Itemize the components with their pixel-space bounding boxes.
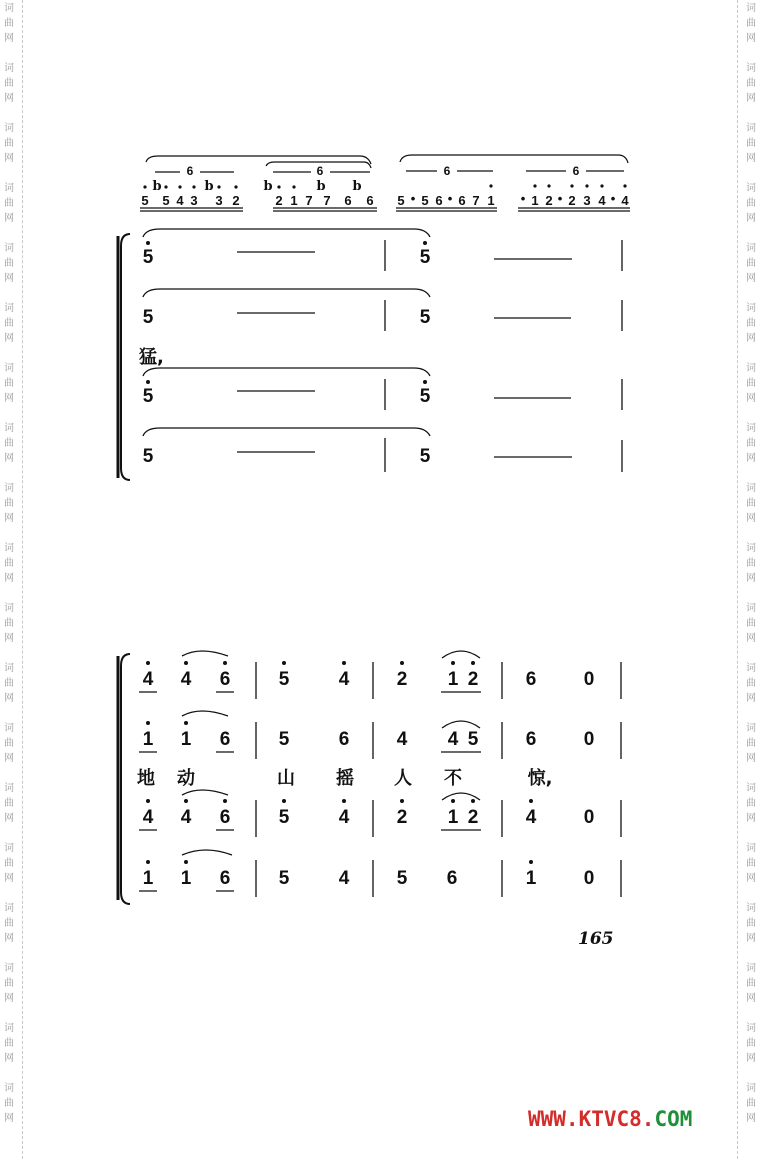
- note: 6: [366, 193, 374, 208]
- watermark-char: 曲: [4, 438, 14, 449]
- watermark-char: 曲: [4, 258, 14, 269]
- watermark-char: 词: [746, 63, 756, 74]
- watermark-char: 曲: [746, 498, 756, 509]
- watermark-char: 网: [746, 753, 756, 764]
- watermark-char: 网: [4, 93, 14, 104]
- watermark-char: 曲: [746, 918, 756, 929]
- watermark-char: 网: [746, 513, 756, 524]
- watermark-char: 词: [4, 843, 14, 854]
- note: 7: [472, 193, 480, 208]
- note: 2: [568, 193, 576, 208]
- watermark-char: 曲: [4, 498, 14, 509]
- flat-sign: b: [204, 179, 214, 194]
- watermark-char: 词: [4, 183, 14, 194]
- note: 0: [583, 729, 595, 750]
- watermark-char: 词: [4, 963, 14, 974]
- watermark-char: 曲: [4, 618, 14, 629]
- note: 5: [162, 193, 170, 208]
- flat-sign: b: [316, 179, 326, 194]
- watermark-char: 曲: [746, 558, 756, 569]
- note: 6: [338, 729, 350, 750]
- watermark-char: 词: [4, 723, 14, 734]
- note: 6: [344, 193, 352, 208]
- watermark-char: 词: [4, 303, 14, 314]
- watermark-tail: COM: [654, 1107, 693, 1131]
- tuplet-label: 6: [441, 165, 454, 177]
- watermark-char: 网: [746, 393, 756, 404]
- watermark-char: 曲: [4, 978, 14, 989]
- note: 4: [338, 868, 350, 889]
- watermark-char: 网: [4, 513, 14, 524]
- watermark-char: 曲: [4, 918, 14, 929]
- note: 5: [396, 868, 408, 889]
- flat-sign: b: [352, 179, 362, 194]
- watermark-char: 网: [746, 93, 756, 104]
- note: 4: [142, 807, 154, 828]
- note: 1: [447, 807, 459, 828]
- watermark-char: 词: [746, 303, 756, 314]
- watermark-char: 网: [746, 633, 756, 644]
- watermark-char: 词: [4, 543, 14, 554]
- note: 7: [323, 193, 331, 208]
- site-watermark: [528, 1107, 692, 1131]
- watermark-char: 曲: [4, 138, 14, 149]
- watermark-char: 词: [746, 1023, 756, 1034]
- watermark-char: 词: [746, 723, 756, 734]
- lyric-text: 猛,: [139, 347, 164, 368]
- note: 2: [467, 807, 479, 828]
- watermark-char: 曲: [746, 378, 756, 389]
- note: 4: [338, 669, 350, 690]
- watermark-char: 网: [4, 993, 14, 1004]
- dot: •: [447, 191, 453, 206]
- lyric-char: 山: [277, 768, 295, 789]
- watermark-char: 网: [4, 273, 14, 284]
- watermark-char: 网: [746, 1113, 756, 1124]
- note: 1: [531, 193, 539, 208]
- lyric-char: 地: [137, 768, 155, 789]
- note: 5: [278, 868, 290, 889]
- watermark-char: 词: [4, 63, 14, 74]
- watermark-char: 词: [746, 423, 756, 434]
- dot: •: [557, 191, 563, 206]
- note: 3: [190, 193, 198, 208]
- note: 5: [278, 729, 290, 750]
- note: 1: [180, 868, 192, 889]
- watermark-char: 词: [746, 183, 756, 194]
- watermark-char: 曲: [4, 678, 14, 689]
- watermark-char: 词: [746, 123, 756, 134]
- watermark-char: 词: [4, 483, 14, 494]
- note: 2: [467, 669, 479, 690]
- watermark-char: 网: [4, 573, 14, 584]
- note: 7: [305, 193, 313, 208]
- watermark-char: 曲: [746, 318, 756, 329]
- tuplet-label: 6: [184, 165, 197, 177]
- watermark-char: 曲: [746, 858, 756, 869]
- watermark-char: 曲: [746, 1098, 756, 1109]
- watermark-char: 网: [4, 753, 14, 764]
- note: 6: [458, 193, 466, 208]
- note: 1: [142, 868, 154, 889]
- watermark-char: 词: [746, 783, 756, 794]
- watermark-char: 词: [746, 963, 756, 974]
- dot: •: [410, 191, 416, 206]
- note: 4: [447, 729, 459, 750]
- watermark-char: 网: [746, 933, 756, 944]
- note: 5: [419, 446, 431, 467]
- note: 1: [142, 729, 154, 750]
- note: 5: [141, 193, 149, 208]
- note: 1: [525, 868, 537, 889]
- note: 5: [419, 247, 431, 268]
- dot: •: [610, 191, 616, 206]
- watermark-char: 曲: [746, 18, 756, 29]
- watermark-char: 网: [746, 273, 756, 284]
- note: 4: [621, 193, 629, 208]
- watermark-char: 网: [4, 693, 14, 704]
- note: 0: [583, 669, 595, 690]
- note: 5: [421, 193, 429, 208]
- watermark-char: 网: [4, 333, 14, 344]
- tuplet-label: 6: [314, 165, 327, 177]
- note: 6: [525, 729, 537, 750]
- watermark-char: 网: [746, 33, 756, 44]
- watermark-char: 曲: [4, 198, 14, 209]
- watermark-char: 曲: [746, 258, 756, 269]
- note: 6: [219, 807, 231, 828]
- lyric-char: 动: [177, 768, 195, 789]
- watermark-char: 网: [4, 453, 14, 464]
- flat-sign: b: [263, 179, 273, 194]
- note: 5: [278, 807, 290, 828]
- note: 3: [583, 193, 591, 208]
- note: 6: [219, 669, 231, 690]
- watermark-char: 网: [4, 873, 14, 884]
- note: 4: [176, 193, 184, 208]
- watermark-char: 网: [746, 873, 756, 884]
- note: 4: [180, 669, 192, 690]
- watermark-char: 词: [746, 843, 756, 854]
- page-number: 165: [578, 929, 614, 949]
- watermark-char: 曲: [746, 678, 756, 689]
- watermark-char: 曲: [4, 1038, 14, 1049]
- watermark-char: 曲: [4, 18, 14, 29]
- note: 2: [232, 193, 240, 208]
- watermark-char: 网: [4, 813, 14, 824]
- note: 6: [435, 193, 443, 208]
- watermark-char: 曲: [746, 78, 756, 89]
- lyric-char: 惊,: [527, 768, 553, 789]
- watermark-char: 网: [746, 453, 756, 464]
- note: 4: [598, 193, 606, 208]
- watermark-char: 曲: [4, 858, 14, 869]
- watermark-char: 词: [4, 1023, 14, 1034]
- watermark-char: 网: [4, 1113, 14, 1124]
- watermark-char: 网: [4, 153, 14, 164]
- watermark-char: 曲: [4, 378, 14, 389]
- note: 4: [142, 669, 154, 690]
- watermark-char: 曲: [4, 558, 14, 569]
- watermark-char: 网: [746, 153, 756, 164]
- note: 5: [142, 247, 154, 268]
- watermark-char: 词: [746, 243, 756, 254]
- watermark-char: 词: [746, 363, 756, 374]
- watermark-char: 网: [746, 333, 756, 344]
- note: 4: [180, 807, 192, 828]
- lyric-char: 不: [444, 768, 462, 789]
- watermark-char: 词: [4, 903, 14, 914]
- watermark-char: 曲: [746, 738, 756, 749]
- watermark-char: 词: [746, 603, 756, 614]
- note: 5: [142, 446, 154, 467]
- note: 3: [215, 193, 223, 208]
- watermark-char: 词: [4, 423, 14, 434]
- watermark-char: 词: [746, 663, 756, 674]
- note: 6: [219, 729, 231, 750]
- watermark-char: 词: [746, 3, 756, 14]
- watermark-char: 词: [746, 903, 756, 914]
- note: 4: [338, 807, 350, 828]
- watermark-char: 曲: [746, 138, 756, 149]
- lyric-char: 摇: [336, 768, 354, 789]
- watermark-char: 网: [4, 933, 14, 944]
- watermark-char: 曲: [4, 1098, 14, 1109]
- watermark-char: 词: [4, 603, 14, 614]
- tuplet-label: 6: [570, 165, 583, 177]
- note: 5: [419, 386, 431, 407]
- watermark-char: 网: [4, 393, 14, 404]
- note: 0: [583, 868, 595, 889]
- watermark-char: 曲: [746, 798, 756, 809]
- note: 6: [446, 868, 458, 889]
- watermark-char: 网: [746, 993, 756, 1004]
- watermark-main: WWW.KTVC8.: [528, 1107, 655, 1131]
- flat-sign: b: [152, 179, 162, 194]
- watermark-char: 网: [746, 693, 756, 704]
- watermark-char: 词: [4, 1083, 14, 1094]
- note: 5: [142, 307, 154, 328]
- watermark-char: 网: [4, 1053, 14, 1064]
- watermark-char: 词: [746, 543, 756, 554]
- note: 5: [419, 307, 431, 328]
- note: 1: [447, 669, 459, 690]
- note: 2: [275, 193, 283, 208]
- watermark-char: 网: [746, 213, 756, 224]
- note: 4: [525, 807, 537, 828]
- watermark-char: 网: [746, 813, 756, 824]
- watermark-char: 词: [746, 483, 756, 494]
- note: 5: [142, 386, 154, 407]
- note: 5: [397, 193, 405, 208]
- note: 5: [278, 669, 290, 690]
- watermark-char: 词: [4, 663, 14, 674]
- note: 4: [396, 729, 408, 750]
- note: 5: [467, 729, 479, 750]
- note: 2: [545, 193, 553, 208]
- watermark-char: 词: [4, 363, 14, 374]
- note: 1: [290, 193, 298, 208]
- note: 6: [219, 868, 231, 889]
- watermark-char: 网: [746, 573, 756, 584]
- watermark-char: 词: [4, 123, 14, 134]
- watermark-char: 词: [746, 1083, 756, 1094]
- watermark-char: 曲: [746, 438, 756, 449]
- lyric-char: 人: [394, 768, 412, 789]
- note: 0: [583, 807, 595, 828]
- note: 6: [525, 669, 537, 690]
- watermark-char: 网: [4, 633, 14, 644]
- note: 2: [396, 807, 408, 828]
- note: 2: [396, 669, 408, 690]
- watermark-char: 网: [746, 1053, 756, 1064]
- watermark-char: 网: [4, 213, 14, 224]
- note: 1: [487, 193, 495, 208]
- watermark-char: 曲: [746, 978, 756, 989]
- watermark-char: 曲: [746, 198, 756, 209]
- watermark-char: 词: [4, 783, 14, 794]
- watermark-char: 曲: [746, 618, 756, 629]
- watermark-char: 曲: [4, 318, 14, 329]
- watermark-char: 曲: [4, 798, 14, 809]
- dot: •: [520, 191, 526, 206]
- watermark-char: 网: [4, 33, 14, 44]
- watermark-char: 曲: [4, 738, 14, 749]
- watermark-char: 曲: [4, 78, 14, 89]
- watermark-char: 词: [4, 3, 14, 14]
- watermark-char: 词: [4, 243, 14, 254]
- note: 1: [180, 729, 192, 750]
- watermark-char: 曲: [746, 1038, 756, 1049]
